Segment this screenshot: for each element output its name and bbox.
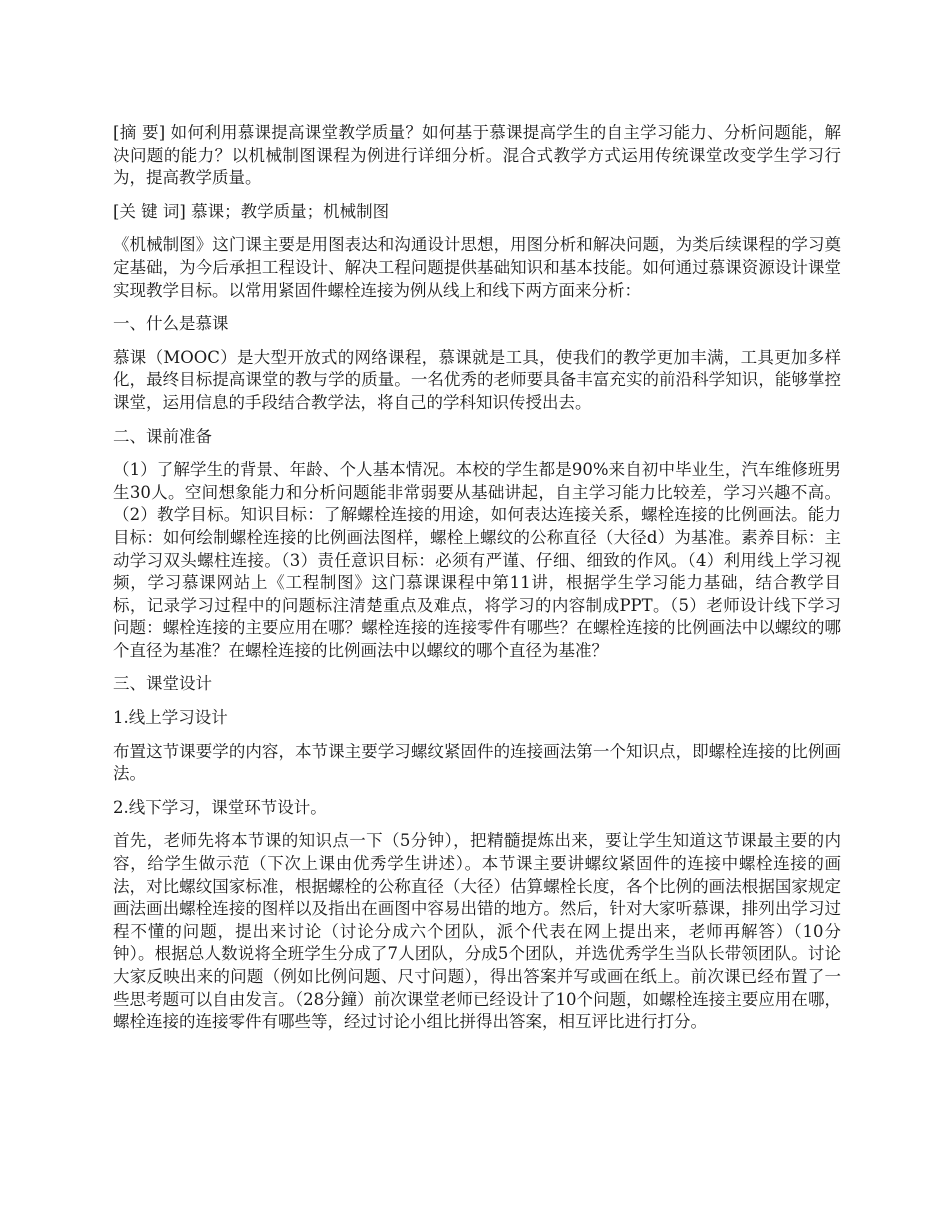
section-body-what-is-mooc: 慕课（MOOC）是大型开放式的网络课程，慕课就是工具，使我们的教学更加丰满，工具更加多样化，最终目标提高课堂的教与学的质量。一名优秀的老师要具备丰富充实的前沿科学知识，能够掌控课堂，运用信息的手段结合教学法，将自己的学科知识传授出去。 <box>113 347 841 412</box>
document-page <box>113 122 841 1045</box>
subsection-heading-online: 1.线上学习设计 <box>113 708 228 728</box>
subsection-body-offline: 首先，老师先将本节课的知识点一下（5分钟），把精髓提炼出来，要让学生知道这节课最主要的内容，给学生做示范（下次上课由优秀学生讲述）。本节课主要讲螺纹紧固件的连接中螺栓连接的画法，对比螺纹国家标准，根据螺栓的公称直径（大径）估算螺栓长度，各个比例的画法根据国家规定画法画出螺栓连接的图样以及指出在画图中容易出错的地方。然后，针对大家听慕课，排列出学习过程不懂的问题，提出来讨论（讨论分成六个团队，派个代表在网上提出来，老师再解答）（10分钟）。根据总人数说将全班学生分成了7人团队，分成5个团队，并选优秀学生当队长带领团队。讨论大家反映出来的问题（例如比例问题、尺寸问题），得出答案并写或画在纸上。前次课已经布置了一些思考题可以自由发言。（28分鐘）前次课堂老师已经设计了10个问题，如螺栓连接主要应用在哪，螺栓连接的连接零件有哪些等，经过讨论小组比拼得出答案，相互评比进行打分。 <box>113 831 841 1032</box>
section-heading-classroom-design: 三、课堂设计 <box>113 674 212 694</box>
section-heading-what-is-mooc: 一、什么是慕课 <box>113 314 229 334</box>
intro-paragraph: 《机械制图》这门课主要是用图表达和沟通设计思想，用图分析和解决问题，为类后续课程的学习奠定基础，为今后承担工程设计、解决工程问题提供基础知识和基本技能。如何通过慕课资源设计课堂实现教学目标。以常用紧固件螺栓连接为例从线上和线下两方面来分析： <box>113 235 841 300</box>
section-body-preparation: （1）了解学生的背景、年龄、个人基本情况。本校的学生都是90%来自初中毕业生，汽车维修班男生30人。空间想象能力和分析问题能非常弱要从基础讲起，自主学习能力比较差，学习兴趣不高。（2）教学目标。知识目标：了解螺栓连接的用途，如何表达连接关系，螺栓连接的比例画法。能力目标：如何绘制螺栓连接的比例画法图样，螺栓上螺纹的公称直径（大径d）为基准。素养目标：主动学习双头螺柱连接。（3）责任意识目标：必须有严谨、仔细、细致的作风。（4）利用线上学习视频，学习慕课网站上《工程制图》这门慕课课程中第11讲，根据学生学习能力基础，结合教学目标，记录学习过程中的问题标注清楚重点及难点，将学习的内容制成PPT。（5）老师设计线下学习问题：螺栓连接的主要应用在哪？螺栓连接的连接零件有哪些？在螺栓连接的比例画法中以螺纹的哪个直径为基准？在螺栓连接的比例画法中以螺纹的哪个直径为基准？ <box>113 460 841 660</box>
abstract: [摘 要] 如何利用慕课提高课堂教学质量？如何基于慕课提高学生的自主学习能力、分析问题能，解决问题的能力？以机械制图课程为例进行详细分析。混合式教学方式运用传统课堂改变学生学习行为，提高教学质量。 <box>113 123 841 188</box>
keywords: [关 键 词] 慕课；教学质量；机械制图 <box>113 201 390 221</box>
subsection-body-online: 布置这节课要学的内容，本节课主要学习螺纹紧固件的连接画法第一个知识点，即螺栓连接的比例画法。 <box>113 741 841 784</box>
section-heading-preparation: 二、课前准备 <box>113 426 212 446</box>
subsection-heading-offline: 2.线下学习，课堂环节设计。 <box>113 797 327 817</box>
